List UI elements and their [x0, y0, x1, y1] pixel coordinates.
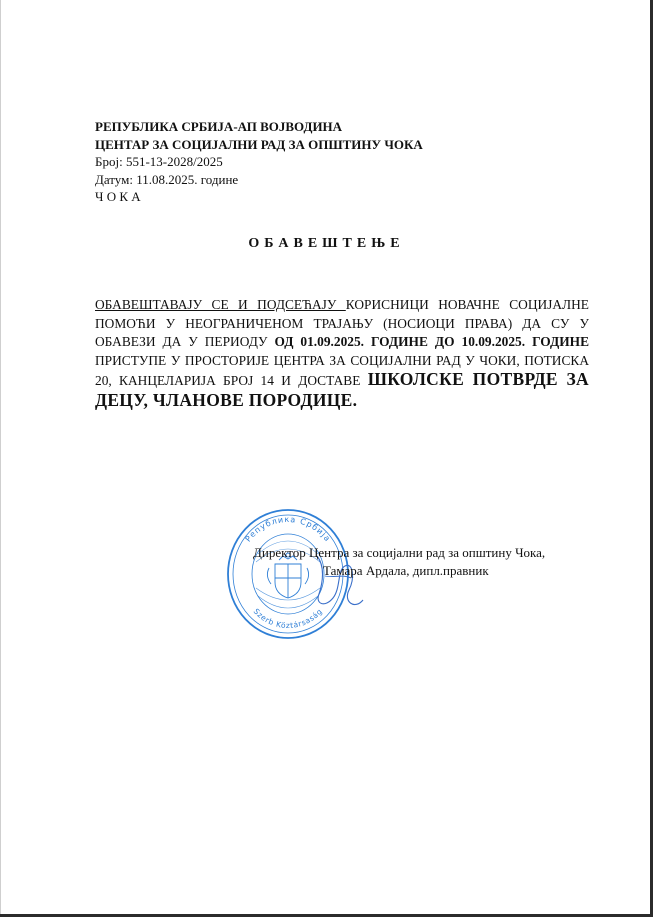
signature-title: Директор Центра за социјални рад за општину Чока, [253, 545, 546, 560]
signature-block [253, 544, 593, 579]
header-institution: ЦЕНТАР ЗА СОЦИЈАЛНИ РАД ЗА ОПШТИНУ ЧОКА [95, 136, 423, 152]
document-title: ОБАВЕШТЕЊЕ [248, 236, 405, 251]
page-left-edge [0, 0, 1, 917]
notice-text-part2: ПРИСТУПЕ У ПРОСТОРИЈЕ ЦЕНТРА ЗА СОЦИЈАЛНИ РАД У ЧОКИ, ПОТИСКА 20, КАНЦЕЛАРИЈА БРОЈ 14 И ДОСТАВЕ [95, 352, 589, 389]
notice-required-documents: ШКОЛСКЕ ПОТВРДЕ ЗА ДЕЦУ, ЧЛАНОВЕ ПОРОДИЦЕ. [95, 369, 589, 410]
header-date: Датум: 11.08.2025. године [95, 171, 239, 187]
header-republic: РЕПУБЛИКА СРБИЈА-АП ВОЈВОДИНА [95, 119, 343, 134]
notice-period: ОД 01.09.2025. ГОДИНЕ ДО 10.09.2025. ГОДИНЕ [274, 334, 589, 350]
notice-body [95, 296, 589, 412]
notice-underlined-text: ОБАВЕШТАВАЈУ СЕ И ПОДСЕЋАЈУ [95, 297, 346, 312]
signature-name: Тамара Ардала, дипл.правник [323, 562, 489, 578]
svg-text:Szerb Köztársaság: Szerb Köztársaság [251, 606, 325, 631]
letterhead [95, 118, 423, 206]
notice-text-part1: КОРИСНИЦИ НОВАЧНЕ СОЦИЈАЛНЕ ПОМОЋИ У НЕОГРАНИЧЕНОМ ТРАЈАЊУ (НОСИОЦИ ПРАВА) ДА СУ У ОБАВЕЗИ ДА У ПЕРИОДУ [95, 297, 589, 350]
header-place: Ч О К А [95, 189, 141, 204]
header-number: Број: 551-13-2028/2025 [95, 154, 223, 169]
svg-text:Република Србија: Република Србија [243, 514, 333, 544]
